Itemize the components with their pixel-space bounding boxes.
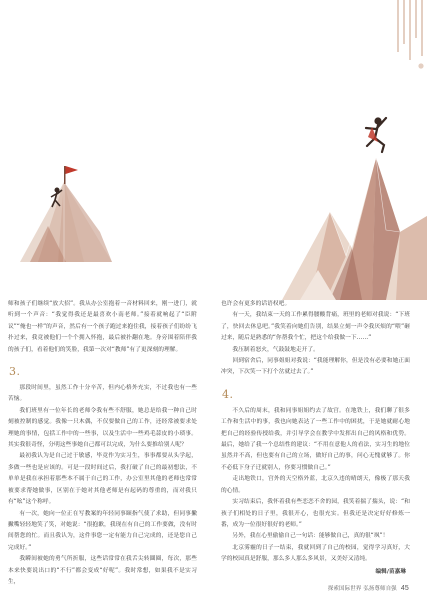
paragraph: 北京雾霾的日子一结束，我就回到了自己的校园，觉得学习真好，大学的校园真是舒服，那么多人那么多风景，又美好又清纯。 [221,544,410,563]
paragraph: 不久后的周末，我和同事姐姐约去了故宫。在地铁上，我们聊了很多工作和生活中的事，我也向她表达了一些工作中的困扰，于是她就耐心地把自己的经验传授给我，并引导学会在教学中发挥出自己的风格和优势。最后，她给了我一个总结性的建议：“不用在意他人的看法，实习生的地位虽然并不高，但也要有自己的立场，做好自己的事，问心无愧就够了。你不必低下身子迁就别人，你要习惯做自己。” [221,407,410,471]
paragraph: 走出地铁口，宫外的天空格外蓝，北京久违的晴朗天，像极了那天我的心情。 [221,476,410,494]
paragraph: 另外，我在心里偷偷自己一句话：能够做自己，真的很“飒”！ [232,533,389,540]
paragraph: 我们班里有一位年长的老师令我有些不舒服，她总是给我一种自己时刻被控制的感觉。我像一只木偶，不仅要做自己的工作，还经常被要求处理她的事情，包括工作中的一些事，以及生活中一些鸡毛蒜皮的小琐事。其实我很奇怪，分明这些事她自己都可以完成，为什么要推给别人呢？ [8,407,197,449]
paragraph: 回到宿舍后，同事姐姐对我说：“我能理解你，但是没有必要和她正面冲突，下次笑一下打个岔就过去了。” [221,358,410,376]
paragraph: 实习结束后，我怀着我有些恋恋不舍的园，我笑着揣了揣头，说：“和孩子们相处的日子里，我很开心，也很充实。但我还是决定好好修炼一番，成为一位很好很好的老师。” [221,499,410,528]
paragraph: 有一天，我结束一天的工作累得腰酸背痛，班里的老师对我说：“下班了，快回去休息吧。”我笑着向她们告别，结果立刻一声令我厌烦的“喂”砸过来，随后是熟悉的“你帮我个忙，把这个给我做一下……” [221,312,410,342]
editor-credit: 编辑/苗嘉琳 [375,568,406,575]
paragraph: 那段时间里，虽然工作十分辛苦，但内心格外充实，不过我也有一些苦恼。 [8,385,197,403]
jumping-figure-icon [366,117,386,152]
decorative-stripes [398,0,422,60]
page-number: 45 [400,585,409,592]
section-number: 3. [9,365,21,379]
paragraph: 也许会有更多的话语权吧。 [221,301,291,307]
left-text-column [8,299,197,588]
paragraph: 我瞬间被她的勇气所折服，这些话常常在我舌尖转圜圈，每次，那些本来快要说出口的“不行”都会变成“好呢”。我时常想，如果我不是实习生， [8,556,197,585]
paragraph: 我压制着怒火，气鼓鼓地走开了。 [232,346,319,353]
paragraph: 最初我认为是自己过于敏感，毕竟作为实习生，事事都要从头学起，多做一些也是应该的。可是一段时间过后，我打破了自己的最初想法，不单单是我在承担着那些本不属于自己的工作，办公室里其他的老师也常常被要求帮她做事，区别在于她对其他老师是有起码的尊重的，而对我只有“吆”这个称呼。 [8,453,197,506]
section-number: 4. [222,387,234,401]
right-text-column [221,299,410,577]
paragraph: 师和孩子们继续“放大招”。我从办公室抱着一音材料回来，刚一进门，就听到一个声音：“我觉得我还是最喜欢小南老师。”接着就响起了“臣附议”“俺也一样”的声音，然后有一个孩子跑过来抱住我，接着孩子们纷纷飞扑过来，我竟被他们一个个拥入怀抱，最后被扑翻在地。身旁围着陪伴我的孩子们，看着他们的笑脸，我第一次对“教师”有了更深刻的理解。 [8,301,197,353]
footer-text: 探索国际世界 弘扬尊师自强 [327,586,397,592]
paragraph: 有一次，她向一位正在写教案的年轻同事颐指气使了求助，但同事撇撇嘴轻轻地笑了笑，对她说：“很抱歉，我现在有自己的工作要做，没有时间帮您的忙。而且我认为，这件事您一定有能力自己完成的，还是您自己完成好。” [8,510,197,551]
header-illustration [0,0,427,300]
page-footer [328,584,409,592]
right-mountain-illustration [282,158,427,300]
decorative-dot [418,63,423,68]
left-mountain-illustration [20,166,112,262]
